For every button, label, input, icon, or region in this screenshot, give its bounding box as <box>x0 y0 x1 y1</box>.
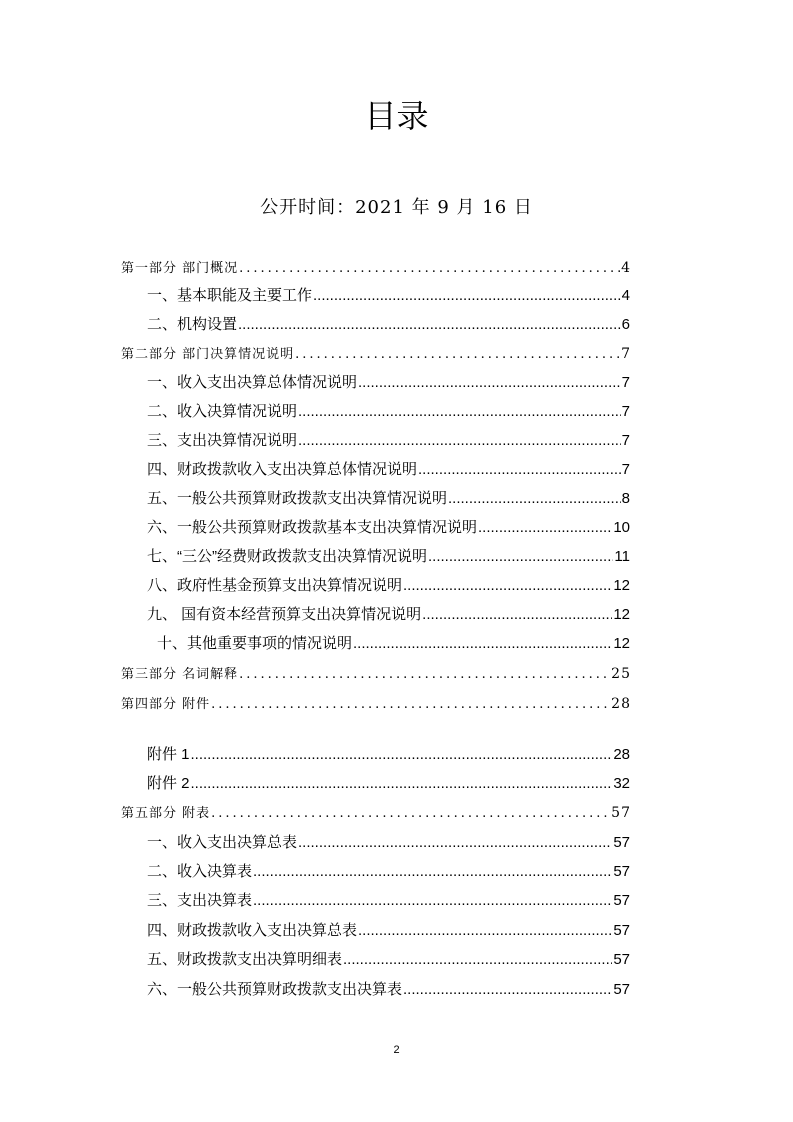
toc-leader <box>211 804 610 824</box>
toc-entry-page: 10 <box>613 519 630 536</box>
toc-entry-label: 三、支出决算情况说明 <box>147 432 298 449</box>
toc-leader <box>358 921 612 941</box>
toc-entry-page: 7 <box>621 346 631 362</box>
toc-entry-page: 4 <box>621 287 630 304</box>
toc-entry-page: 12 <box>613 635 630 652</box>
toc-entry-label: 五、一般公共预算财政拨款支出决算情况说明 <box>147 490 448 507</box>
toc-entry-label: 十、其他重要事项的情况说明 <box>157 635 353 652</box>
toc-leader <box>448 489 621 509</box>
toc-entry-page: 25 <box>611 666 631 682</box>
toc-entry-label: 八、政府性基金预算支出决算情况说明 <box>147 577 403 594</box>
toc-entry-label: 一、收入支出决算总体情况说明 <box>147 374 358 391</box>
toc-entry-page: 57 <box>613 892 630 909</box>
toc-entry-label: 第四部分 附件 <box>121 697 211 712</box>
toc-entry-page: 4 <box>621 260 631 276</box>
toc-entry-page: 12 <box>613 577 630 594</box>
toc-entry-label: 第二部分 部门决算情况说明 <box>121 347 295 362</box>
toc-entry-label: 一、基本职能及主要工作 <box>147 287 313 304</box>
toc-entry[interactable] <box>147 774 630 794</box>
toc-entry-page: 11 <box>614 548 630 565</box>
toc-entry[interactable] <box>147 605 630 625</box>
toc-entry[interactable] <box>147 402 630 422</box>
toc-entry[interactable] <box>147 431 630 451</box>
toc-entry-label: 三、支出决算表 <box>147 892 253 909</box>
toc-leader <box>403 576 612 596</box>
toc-entry-page: 57 <box>613 922 630 939</box>
toc-leader <box>298 431 621 451</box>
toc-entry-page: 57 <box>613 863 630 880</box>
toc-entry-label: 一、收入支出决算总表 <box>147 834 298 851</box>
toc-leader <box>295 345 620 365</box>
toc-leader <box>239 259 620 279</box>
toc-entry-page: 7 <box>621 461 630 478</box>
toc-leader <box>418 460 621 480</box>
toc-leader <box>353 634 612 654</box>
toc-leader <box>358 373 621 393</box>
toc-leader <box>313 286 621 306</box>
toc-entry[interactable] <box>147 745 630 765</box>
toc-entry-label: 第三部分 名词解释 <box>121 667 239 682</box>
toc-entry-page: 8 <box>621 490 630 507</box>
toc-entry-page: 57 <box>613 834 630 851</box>
toc-entry-page: 32 <box>613 775 630 792</box>
page-title: 目录 <box>364 97 429 135</box>
toc-leader <box>253 862 612 882</box>
toc-leader <box>422 605 612 625</box>
page-number: 2 <box>393 1044 400 1056</box>
toc-entry[interactable] <box>121 344 631 365</box>
toc-leader <box>298 833 612 853</box>
toc-entry[interactable] <box>147 921 630 941</box>
toc-entry-label: 附件 2 <box>147 775 190 792</box>
toc-entry[interactable] <box>147 891 630 911</box>
toc-leader <box>239 665 610 685</box>
toc-entry-page: 28 <box>613 746 630 763</box>
toc-entry[interactable] <box>147 286 630 306</box>
toc-entry[interactable] <box>121 694 631 715</box>
toc-leader <box>238 315 621 335</box>
toc-entry-label: 四、财政拨款收入支出决算总体情况说明 <box>147 461 418 478</box>
toc-entry[interactable] <box>147 576 630 596</box>
toc-entry-page: 7 <box>621 432 630 449</box>
toc-entry-page: 12 <box>613 606 630 623</box>
toc-entry-page: 57 <box>613 981 630 998</box>
toc-entry[interactable] <box>147 950 630 970</box>
toc-entry[interactable] <box>147 833 630 853</box>
toc-entry-page: 6 <box>621 316 630 333</box>
toc-entry-label: 附件 1 <box>147 746 190 763</box>
toc-entry[interactable] <box>147 980 630 1000</box>
toc-entry-label: 六、一般公共预算财政拨款支出决算表 <box>147 981 403 998</box>
toc-entry-label: 四、财政拨款收入支出决算总表 <box>147 922 358 939</box>
toc-entry-page: 7 <box>621 374 630 391</box>
toc-entry[interactable] <box>147 862 630 882</box>
toc-entry-page: 57 <box>611 805 631 821</box>
toc-entry[interactable] <box>121 803 631 824</box>
toc-leader <box>428 547 613 567</box>
publish-date: 公开时间：2021 年 9 月 16 日 <box>260 197 533 218</box>
toc-entry-label: 第五部分 附表 <box>121 806 211 821</box>
toc-entry-label: 六、一般公共预算财政拨款基本支出决算情况说明 <box>147 519 478 536</box>
toc-entry-label: 七、“三公”经费财政拨款支出决算情况说明 <box>147 548 427 565</box>
toc-leader <box>253 891 612 911</box>
toc-leader <box>478 518 612 538</box>
toc-entry-label: 五、财政拨款支出决算明细表 <box>147 951 343 968</box>
toc-entry[interactable] <box>157 634 630 654</box>
toc-entry[interactable] <box>147 518 630 538</box>
toc-entry-page: 7 <box>621 403 630 420</box>
toc-entry[interactable] <box>147 460 630 480</box>
toc-entry[interactable] <box>121 258 631 279</box>
toc-leader <box>343 950 612 970</box>
toc-entry-label: 第一部分 部门概况 <box>121 261 239 276</box>
toc-entry-label: 九、 国有资本经营预算支出决算情况说明 <box>147 606 422 623</box>
toc-entry-label: 二、收入决算情况说明 <box>147 403 298 420</box>
toc-entry-page: 57 <box>613 951 630 968</box>
toc-entry[interactable] <box>147 315 630 335</box>
toc-entry[interactable] <box>147 373 630 393</box>
toc-leader <box>191 745 613 765</box>
toc-entry[interactable] <box>147 547 630 567</box>
toc-entry-label: 二、机构设置 <box>147 316 238 333</box>
toc-entry-label: 二、收入决算表 <box>147 863 253 880</box>
toc-entry-page: 28 <box>611 696 631 712</box>
toc-leader <box>191 774 613 794</box>
toc-leader <box>211 695 610 715</box>
toc-leader <box>298 402 621 422</box>
toc-leader <box>403 980 612 1000</box>
toc-entry[interactable] <box>147 489 630 509</box>
toc-entry[interactable] <box>121 664 631 685</box>
